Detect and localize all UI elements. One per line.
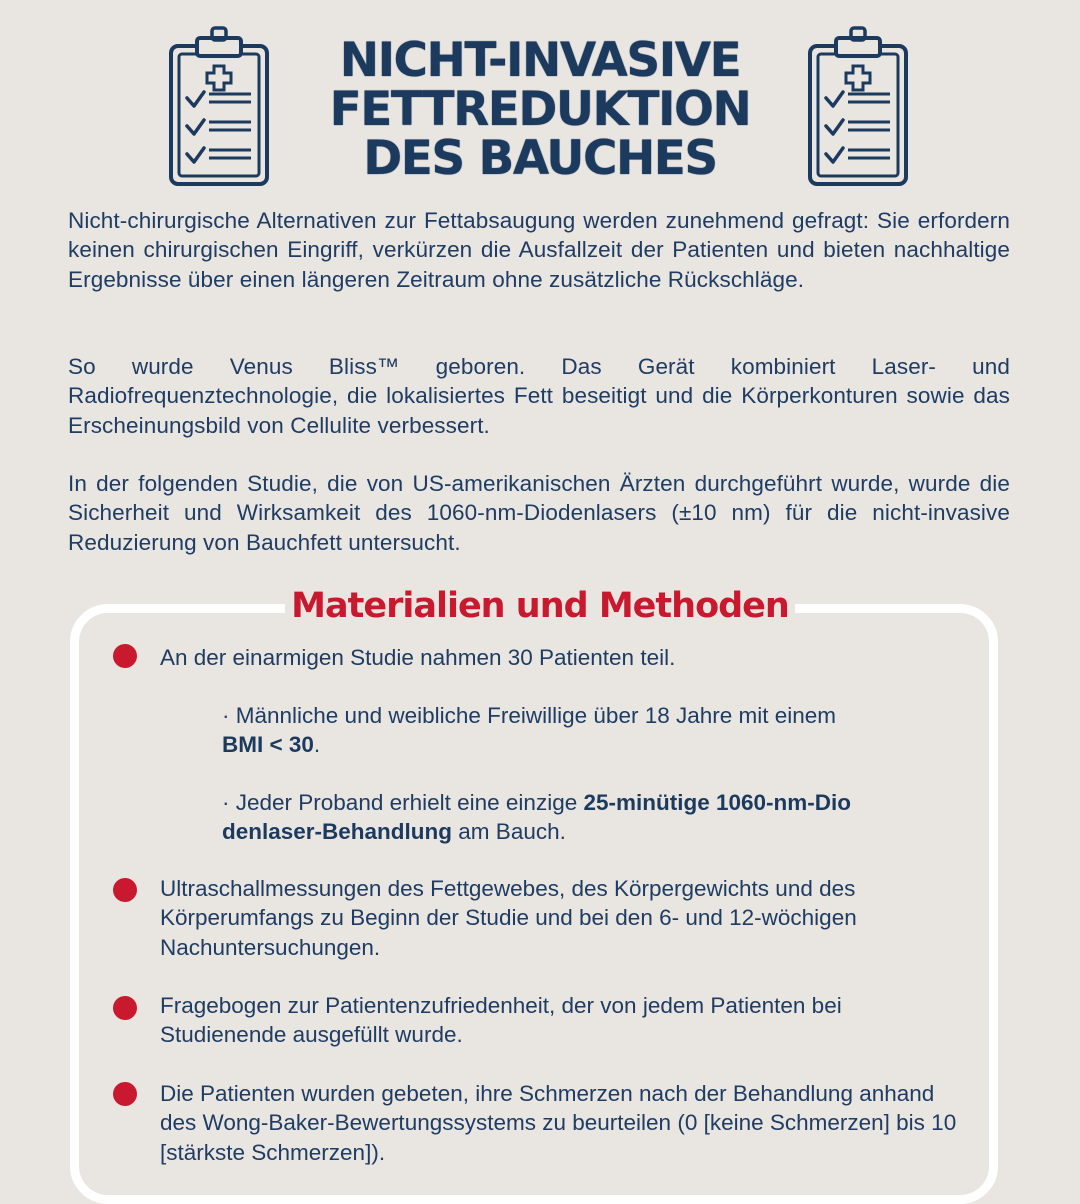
bullet-dot-icon (113, 644, 137, 668)
methods-sub-item-1 (222, 701, 962, 760)
clipboard-checklist-icon (806, 24, 910, 188)
sub-item-2-suffix: am Bauch. (452, 819, 566, 845)
bullet-dot-icon (113, 996, 137, 1020)
clipboard-checklist-icon (167, 24, 271, 188)
methods-bullet-2: Ultraschallmessungen des Fettgewebes, des Körpergewichts und des Körperumfangs zu Beginn der Studie und bei den 6- und 12-wöchigen Nachuntersuchungen. (160, 876, 857, 960)
methods-heading: Materialien und Methoden (285, 582, 795, 630)
sub-item-1-text: · Männliche und weibliche Freiwillige über 18 Jahre mit einem (222, 703, 837, 728)
methods-sub-item-2 (222, 788, 962, 847)
sub-item-1-suffix: . (313, 732, 321, 758)
methods-bullet-3: Fragebogen zur Patientenzufriedenheit, der von jedem Patienten bei Studienende ausgefüllt wurde. (160, 993, 842, 1048)
sub-item-2-text: · Jeder Proband erhielt eine einzige (222, 790, 584, 815)
bullet-dot-icon (113, 1082, 137, 1106)
methods-bullet-4: Die Patienten wurden gebeten, ihre Schmerzen nach der Behandlung anhand des Wong-Baker-Bewertungssystems zu beurteilen (0 [keine Schmerzen] bis 10 [stärkste Schmerzen]). (160, 1081, 957, 1165)
intro-paragraph-2: So wurde Venus Bliss™ geboren. Das Gerät kombiniert Laser- und Radiofrequenztechnologie, die lokalisiertes Fett beseitigt und die Körperkonturen sowie das Erscheinungsbild von Cellulite verbessert. (68, 354, 1010, 438)
title-line-2: FETTREDUKTION (329, 82, 751, 137)
page-title (300, 33, 780, 186)
title-line-1: NICHT-INVASIVE (339, 33, 741, 88)
methods-bullet-1: An der einarmigen Studie nahmen 30 Patienten teil. (160, 645, 676, 670)
bullet-dot-icon (113, 878, 137, 902)
intro-paragraph-3: In der folgenden Studie, die von US-amerikanischen Ärzten durchgeführt wurde, wurde die Sicherheit und Wirksamkeit des 1060-nm-Diodenlasers (±10 nm) für die nicht-invasive Reduzierung von Bauchfett untersucht. (68, 471, 1010, 555)
title-line-3: DES BAUCHES (363, 131, 717, 186)
sub-item-2-bold-1: 25-minütige 1060-nm-Dio (583, 790, 852, 815)
sub-item-1-bold: BMI < 30 (222, 732, 314, 758)
intro-paragraph-1: Nicht-chirurgische Alternativen zur Fettabsaugung werden zunehmend gefragt: Sie erfordern keinen chirurgischen Eingriff, verkürzen die Ausfallzeit der Patienten und bieten nachhaltige Ergebnisse über einen längeren Zeitraum ohne zusätzliche Rückschläge. (68, 208, 1010, 292)
sub-item-2-bold-2: denlaser-Behandlung (222, 819, 453, 845)
